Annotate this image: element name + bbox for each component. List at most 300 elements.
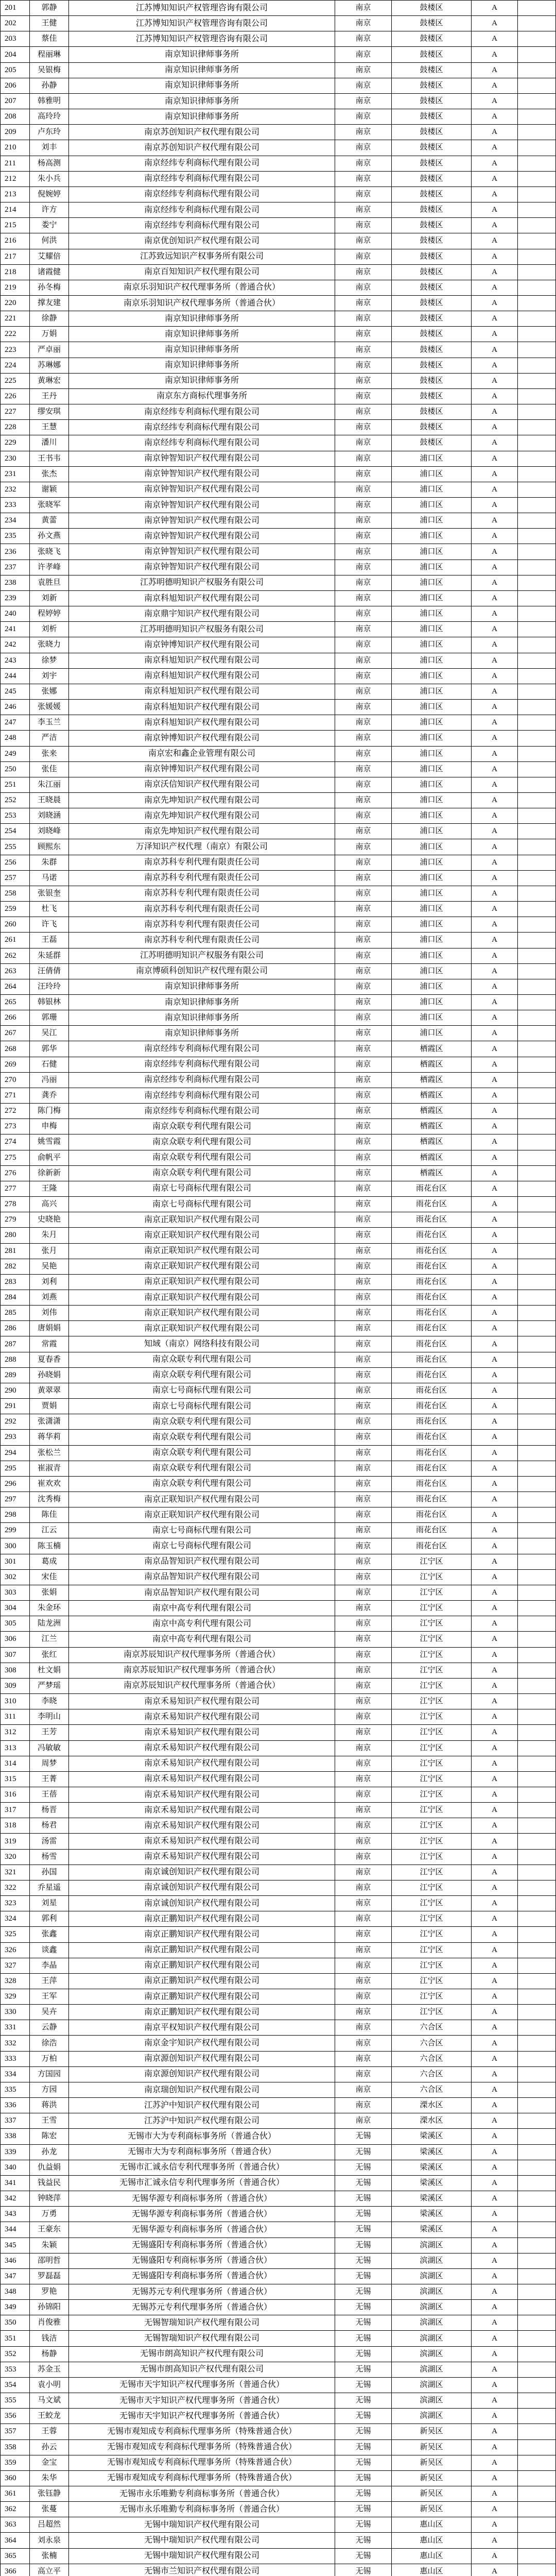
row-number-cell: 318: [1, 1818, 30, 1834]
company-name-cell: 南京禾易知识产权代理有限公司: [69, 1694, 335, 1709]
person-name-cell: 徐浩: [30, 2036, 69, 2051]
table-row: [1, 202, 556, 218]
remark-cell: [518, 2409, 556, 2424]
row-number-cell: 278: [1, 1197, 30, 1212]
remark-cell: [518, 1243, 556, 1259]
remark-cell: [518, 1492, 556, 1507]
district-cell: 雨花台区: [392, 1399, 472, 1414]
table-row: [1, 1538, 556, 1554]
company-name-cell: 南京平权知识产权代理有限公司: [69, 2020, 335, 2036]
grade-cell: A: [472, 498, 518, 513]
company-name-cell: 无锡市兰知识产权代理有限公司: [69, 2564, 335, 2576]
person-name-cell: 万娟: [30, 327, 69, 342]
person-name-cell: 王磊: [30, 933, 69, 948]
grade-cell: A: [472, 746, 518, 761]
company-name-cell: 南京知识律师事务所: [69, 327, 335, 342]
city-cell: 南京: [335, 575, 392, 590]
district-cell: 梁溪区: [392, 2144, 472, 2160]
company-name-cell: 无锡市天宇知识产权代理事务所（普通合伙）: [69, 2409, 335, 2424]
grade-cell: A: [472, 1880, 518, 1895]
company-name-cell: 江苏致远知识产权事务所有限公司: [69, 249, 335, 264]
row-number-cell: 335: [1, 2082, 30, 2097]
table-row: [1, 995, 556, 1010]
company-name-cell: 无锡市大为专利商标事务所（普通合伙）: [69, 2144, 335, 2160]
row-number-cell: 332: [1, 2036, 30, 2051]
table-row: [1, 2191, 556, 2207]
city-cell: 南京: [335, 1601, 392, 1616]
city-cell: 南京: [335, 2020, 392, 2036]
district-cell: 溧水区: [392, 2113, 472, 2129]
city-cell: 无锡: [335, 2331, 392, 2346]
grade-cell: A: [472, 1771, 518, 1787]
row-number-cell: 333: [1, 2051, 30, 2066]
city-cell: 南京: [335, 1585, 392, 1600]
remark-cell: [518, 870, 556, 886]
city-cell: 无锡: [335, 2175, 392, 2191]
row-number-cell: 302: [1, 1569, 30, 1585]
district-cell: 栖霞区: [392, 1150, 472, 1165]
company-name-cell: 南京正鹏知识产权代理有限公司: [69, 1989, 335, 2005]
city-cell: 南京: [335, 1010, 392, 1026]
row-number-cell: 280: [1, 1228, 30, 1243]
remark-cell: [518, 1725, 556, 1740]
company-name-cell: 南京经纬专利商标代理有限公司: [69, 1104, 335, 1119]
table-row: [1, 715, 556, 731]
company-name-cell: 南京科旭知识产权代理有限公司: [69, 668, 335, 684]
district-cell: 惠山区: [392, 2564, 472, 2576]
company-name-cell: 南京禾易知识产权代理有限公司: [69, 1725, 335, 1740]
remark-cell: [518, 2268, 556, 2284]
table-row: [1, 668, 556, 684]
city-cell: 南京: [335, 1259, 392, 1274]
table-row: [1, 792, 556, 808]
company-name-cell: 南京经纬专利商标代理有限公司: [69, 404, 335, 420]
district-cell: 鼓楼区: [392, 93, 472, 109]
district-cell: 鼓楼区: [392, 249, 472, 264]
district-cell: 浦口区: [392, 933, 472, 948]
district-cell: 江宁区: [392, 1740, 472, 1756]
table-row: [1, 1228, 556, 1243]
remark-cell: [518, 451, 556, 466]
person-name-cell: 王晓晨: [30, 792, 69, 808]
person-name-cell: 徐新新: [30, 1165, 69, 1181]
company-name-cell: 无锡苏元专利代理事务所（普通合伙）: [69, 2300, 335, 2315]
table-row: [1, 1461, 556, 1476]
person-name-cell: 程婷婷: [30, 606, 69, 622]
table-row: [1, 933, 556, 948]
person-name-cell: 朱江丽: [30, 777, 69, 792]
table-row: [1, 1243, 556, 1259]
company-name-cell: 南京经纬专利商标代理有限公司: [69, 435, 335, 451]
district-cell: 江宁区: [392, 1709, 472, 1725]
city-cell: 南京: [335, 1740, 392, 1756]
row-number-cell: 203: [1, 31, 30, 47]
grade-cell: A: [472, 451, 518, 466]
remark-cell: [518, 731, 556, 746]
person-name-cell: 张潇潇: [30, 1414, 69, 1430]
grade-cell: A: [472, 2268, 518, 2284]
row-number-cell: 334: [1, 2066, 30, 2082]
table-row: [1, 47, 556, 62]
table-row: [1, 529, 556, 544]
company-name-cell: 江苏沪中知识产权代理有限公司: [69, 2113, 335, 2129]
grade-cell: A: [472, 233, 518, 249]
remark-cell: [518, 777, 556, 792]
person-name-cell: 朱延群: [30, 948, 69, 963]
table-row: [1, 1740, 556, 1756]
table-row: [1, 2564, 556, 2576]
table-row: [1, 2005, 556, 2020]
remark-cell: [518, 995, 556, 1010]
district-cell: 滨湖区: [392, 2409, 472, 2424]
person-name-cell: 夏春香: [30, 1352, 69, 1367]
district-cell: 栖霞区: [392, 1134, 472, 1150]
district-cell: 浦口区: [392, 451, 472, 466]
company-name-cell: 南京正联知识产权代理有限公司: [69, 1290, 335, 1305]
company-name-cell: 南京先坤知识产权代理有限公司: [69, 808, 335, 824]
person-name-cell: 刘永泉: [30, 2533, 69, 2548]
grade-cell: A: [472, 1585, 518, 1600]
table-row: [1, 1026, 556, 1041]
district-cell: 浦口区: [392, 590, 472, 606]
remark-cell: [518, 498, 556, 513]
row-number-cell: 257: [1, 870, 30, 886]
grade-cell: A: [472, 1678, 518, 1693]
city-cell: 南京: [335, 1663, 392, 1678]
grade-cell: A: [472, 140, 518, 156]
company-name-cell: 南京苏创知识产权代理有限公司: [69, 125, 335, 140]
person-name-cell: 杨晋: [30, 1803, 69, 1818]
row-number-cell: 352: [1, 2346, 30, 2362]
person-name-cell: 张红: [30, 1647, 69, 1663]
person-name-cell: 杨高测: [30, 156, 69, 171]
company-name-cell: 无锡市天宇知识产权代理事务所（普通合伙）: [69, 2393, 335, 2409]
row-number-cell: 317: [1, 1803, 30, 1818]
remark-cell: [518, 1803, 556, 1818]
remark-cell: [518, 1694, 556, 1709]
grade-cell: A: [472, 1399, 518, 1414]
remark-cell: [518, 1569, 556, 1585]
city-cell: 南京: [335, 792, 392, 808]
table-row: [1, 1834, 556, 1849]
city-cell: 南京: [335, 1647, 392, 1663]
table-row: [1, 187, 556, 202]
remark-cell: [518, 358, 556, 373]
company-name-cell: 江苏沪中知识产权代理有限公司: [69, 2098, 335, 2113]
grade-cell: A: [472, 1259, 518, 1274]
grade-cell: A: [472, 870, 518, 886]
company-name-cell: 无锡华源专利商标事务所（普通合伙）: [69, 2191, 335, 2207]
district-cell: 江宁区: [392, 1585, 472, 1600]
city-cell: 南京: [335, 1165, 392, 1181]
grade-cell: A: [472, 1010, 518, 1026]
grade-cell: A: [472, 575, 518, 590]
remark-cell: [518, 1072, 556, 1088]
district-cell: 滨湖区: [392, 2331, 472, 2346]
row-number-cell: 360: [1, 2470, 30, 2486]
district-cell: 滨湖区: [392, 2315, 472, 2331]
company-name-cell: 南京科旭知识产权代理有限公司: [69, 653, 335, 668]
city-cell: 南京: [335, 995, 392, 1010]
remark-cell: [518, 2144, 556, 2160]
table-row: [1, 1865, 556, 1880]
company-name-cell: 南京经纬专利商标代理有限公司: [69, 202, 335, 218]
row-number-cell: 247: [1, 715, 30, 731]
city-cell: 南京: [335, 1523, 392, 1538]
district-cell: 浦口区: [392, 948, 472, 963]
table-row: [1, 1694, 556, 1709]
city-cell: 无锡: [335, 2409, 392, 2424]
grade-cell: A: [472, 264, 518, 280]
city-cell: 无锡: [335, 2191, 392, 2207]
grade-cell: A: [472, 2175, 518, 2191]
city-cell: 南京: [335, 1228, 392, 1243]
person-name-cell: 孙国: [30, 1865, 69, 1880]
person-name-cell: 谈鑫: [30, 1942, 69, 1958]
remark-cell: [518, 979, 556, 994]
district-cell: 六合区: [392, 2020, 472, 2036]
district-cell: 浦口区: [392, 622, 472, 637]
person-name-cell: 许孝峰: [30, 560, 69, 575]
remark-cell: [518, 1927, 556, 1942]
remark-cell: [518, 125, 556, 140]
table-row: [1, 1010, 556, 1026]
grade-cell: A: [472, 1834, 518, 1849]
company-name-cell: 无锡智瑞知识产权代理有限公司: [69, 2331, 335, 2346]
district-cell: 鼓楼区: [392, 373, 472, 388]
table-row: [1, 1212, 556, 1228]
district-cell: 浦口区: [392, 606, 472, 622]
remark-cell: [518, 1585, 556, 1600]
grade-cell: A: [472, 1865, 518, 1880]
table-row: [1, 1259, 556, 1274]
row-number-cell: 290: [1, 1383, 30, 1398]
row-number-cell: 232: [1, 482, 30, 497]
table-row: [1, 653, 556, 668]
grade-cell: A: [472, 2517, 518, 2533]
person-name-cell: 袁小明: [30, 2377, 69, 2393]
person-name-cell: 刘晓峰: [30, 824, 69, 839]
row-number-cell: 325: [1, 1927, 30, 1942]
city-cell: 无锡: [335, 2393, 392, 2409]
row-number-cell: 266: [1, 1010, 30, 1026]
company-name-cell: 无锡盛阳专利商标事务所（普通合伙）: [69, 2253, 335, 2268]
table-row: [1, 731, 556, 746]
city-cell: 南京: [335, 1849, 392, 1865]
person-name-cell: 王萍: [30, 1973, 69, 1989]
table-row: [1, 1616, 556, 1632]
grade-cell: A: [472, 2160, 518, 2175]
company-name-cell: 南京苏科专利代理有限责任公司: [69, 870, 335, 886]
grade-cell: A: [472, 1632, 518, 1647]
table-row: [1, 2455, 556, 2470]
city-cell: 南京: [335, 1057, 392, 1072]
table-row: [1, 2207, 556, 2222]
table-row: [1, 1958, 556, 1973]
person-name-cell: 冯丽: [30, 1072, 69, 1088]
district-cell: 浦口区: [392, 761, 472, 777]
table-row: [1, 2377, 556, 2393]
grade-cell: A: [472, 2222, 518, 2238]
remark-cell: [518, 62, 556, 78]
table-row: [1, 700, 556, 715]
remark-cell: [518, 2005, 556, 2020]
remark-cell: [518, 171, 556, 187]
grade-cell: A: [472, 2020, 518, 2036]
person-name-cell: 王菁: [30, 1771, 69, 1787]
grade-cell: A: [472, 435, 518, 451]
district-cell: 惠山区: [392, 2533, 472, 2548]
person-name-cell: 马诺: [30, 870, 69, 886]
table-row: [1, 2253, 556, 2268]
person-name-cell: 刘星: [30, 1896, 69, 1911]
grade-cell: A: [472, 466, 518, 482]
company-name-cell: 南京知识律师事务所: [69, 373, 335, 388]
remark-cell: [518, 792, 556, 808]
row-number-cell: 206: [1, 78, 30, 93]
city-cell: 南京: [335, 824, 392, 839]
row-number-cell: 323: [1, 1896, 30, 1911]
remark-cell: [518, 420, 556, 435]
district-cell: 江宁区: [392, 1973, 472, 1989]
table-row: [1, 156, 556, 171]
row-number-cell: 362: [1, 2502, 30, 2517]
city-cell: 南京: [335, 622, 392, 637]
remark-cell: [518, 2439, 556, 2455]
city-cell: 无锡: [335, 2222, 392, 2238]
table-row: [1, 1414, 556, 1430]
district-cell: 新吴区: [392, 2486, 472, 2502]
district-cell: 浦口区: [392, 979, 472, 994]
company-name-cell: 南京钟智知识产权代理有限公司: [69, 482, 335, 497]
district-cell: 鼓楼区: [392, 187, 472, 202]
company-name-cell: 南京众联专利代理有限公司: [69, 1430, 335, 1445]
person-name-cell: 陈佳: [30, 1507, 69, 1523]
company-name-cell: 南京正联知识产权代理有限公司: [69, 1243, 335, 1259]
company-name-cell: 南京正联知识产权代理有限公司: [69, 1321, 335, 1336]
person-name-cell: 高兴: [30, 1197, 69, 1212]
grade-cell: A: [472, 1290, 518, 1305]
district-cell: 雨花台区: [392, 1228, 472, 1243]
remark-cell: [518, 2517, 556, 2533]
table-row: [1, 1104, 556, 1119]
grade-cell: A: [472, 1849, 518, 1865]
table-row: [1, 1399, 556, 1414]
city-cell: 无锡: [335, 2346, 392, 2362]
table-row: [1, 1709, 556, 1725]
city-cell: 南京: [335, 2005, 392, 2020]
remark-cell: [518, 2066, 556, 2082]
table-row: [1, 1647, 556, 1663]
city-cell: 南京: [335, 2036, 392, 2051]
district-cell: 鼓楼区: [392, 16, 472, 31]
person-name-cell: 诸霞健: [30, 264, 69, 280]
person-name-cell: 张鑫: [30, 1927, 69, 1942]
row-number-cell: 227: [1, 404, 30, 420]
city-cell: 南京: [335, 1554, 392, 1569]
row-number-cell: 209: [1, 125, 30, 140]
person-name-cell: 张松兰: [30, 1445, 69, 1461]
company-name-cell: 无锡中瑞知识产权代理有限公司: [69, 2548, 335, 2564]
company-name-cell: 无锡苏元专利代理事务所（普通合伙）: [69, 2284, 335, 2299]
company-name-cell: 南京苏科专利代理有限责任公司: [69, 886, 335, 901]
remark-cell: [518, 1834, 556, 1849]
district-cell: 浦口区: [392, 575, 472, 590]
table-row: [1, 886, 556, 901]
remark-cell: [518, 2082, 556, 2097]
city-cell: 南京: [335, 917, 392, 933]
table-row: [1, 125, 556, 140]
person-name-cell: 汪玲玲: [30, 979, 69, 994]
remark-cell: [518, 622, 556, 637]
district-cell: 雨花台区: [392, 1306, 472, 1321]
table-row: [1, 1306, 556, 1321]
person-name-cell: 谢颖: [30, 482, 69, 497]
table-row: [1, 2346, 556, 2362]
company-name-cell: 南京正鹏知识产权代理有限公司: [69, 1958, 335, 1973]
table-row: [1, 684, 556, 699]
remark-cell: [518, 1632, 556, 1647]
table-row: [1, 482, 556, 497]
remark-cell: [518, 1709, 556, 1725]
person-name-cell: 孙锦阳: [30, 2300, 69, 2315]
row-number-cell: 355: [1, 2393, 30, 2409]
row-number-cell: 285: [1, 1306, 30, 1321]
company-name-cell: 南京科旭知识产权代理有限公司: [69, 700, 335, 715]
person-name-cell: 石健: [30, 1057, 69, 1072]
remark-cell: [518, 2020, 556, 2036]
company-name-cell: 南京钟智知识产权代理有限公司: [69, 466, 335, 482]
row-number-cell: 339: [1, 2144, 30, 2160]
company-name-cell: 江苏博知知识产权管理咨询有限公司: [69, 16, 335, 31]
person-name-cell: 孙晓娟: [30, 1367, 69, 1383]
district-cell: 鼓楼区: [392, 342, 472, 358]
table-row: [1, 902, 556, 917]
grade-cell: A: [472, 2502, 518, 2517]
company-name-cell: 南京百知知识产权代理有限公司: [69, 264, 335, 280]
city-cell: 南京: [335, 1383, 392, 1398]
person-name-cell: 张晓军: [30, 498, 69, 513]
district-cell: 浦口区: [392, 668, 472, 684]
district-cell: 浦口区: [392, 560, 472, 575]
table-row: [1, 31, 556, 47]
row-number-cell: 244: [1, 668, 30, 684]
remark-cell: [518, 1088, 556, 1103]
city-cell: 南京: [335, 249, 392, 264]
row-number-cell: 238: [1, 575, 30, 590]
remark-cell: [518, 855, 556, 870]
grade-cell: A: [472, 2548, 518, 2564]
company-name-cell: 南京众联专利代理有限公司: [69, 1461, 335, 1476]
district-cell: 鼓楼区: [392, 125, 472, 140]
company-name-cell: 南京七号商标代理有限公司: [69, 1538, 335, 1554]
city-cell: 无锡: [335, 2377, 392, 2393]
remark-cell: [518, 435, 556, 451]
company-name-cell: 南京先坤知识产权代理有限公司: [69, 824, 335, 839]
remark-cell: [518, 388, 556, 404]
table-row: [1, 1663, 556, 1678]
city-cell: 南京: [335, 979, 392, 994]
remark-cell: [518, 2346, 556, 2362]
grade-cell: A: [472, 560, 518, 575]
remark-cell: [518, 963, 556, 979]
district-cell: 雨花台区: [392, 1274, 472, 1290]
grade-cell: A: [472, 47, 518, 62]
grade-cell: A: [472, 125, 518, 140]
table-row: [1, 2175, 556, 2191]
person-name-cell: 潘川: [30, 435, 69, 451]
row-number-cell: 328: [1, 1973, 30, 1989]
